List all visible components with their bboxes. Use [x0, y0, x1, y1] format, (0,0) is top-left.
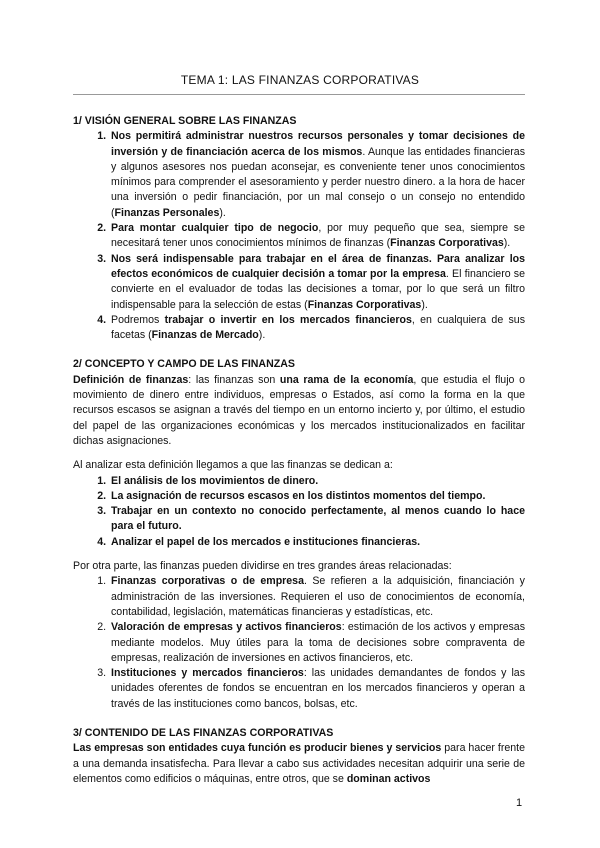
corporate-finance-paragraph: Las empresas son entidades cuya función es producir bienes y servicios para hacer frente a una demanda insatisfecha. Para llevar a cabo sus actividades necesitan adquirir una serie de elementos como edificios o máquinas, entre otros, que se dominan activos — [73, 742, 525, 785]
list-item: 2. Para montar cualquier tipo de negocio, por muy pequeño que sea, siempre se necesitará tener unos conocimientos mínimos de finanzas (Finanzas Corporativas). — [109, 221, 525, 252]
title-divider — [73, 94, 525, 95]
page-number: 1 — [516, 797, 523, 809]
list-item: 1. El análisis de los movimientos de dinero. — [109, 474, 525, 489]
finance-areas-list — [73, 574, 525, 712]
list-item: 4. Analizar el papel de los mercados e instituciones financieras. — [109, 535, 525, 550]
list-item: 2. La asignación de recursos escasos en los distintos momentos del tiempo. — [109, 489, 525, 504]
list-item: 1. Finanzas corporativas o de empresa. Se refieren a la adquisición, financiación y administración de las inversiones. Requieren el uso de conocimientos de economía, contabilidad, legislación, matemáticas financieras y estadísticas, etc. — [109, 574, 525, 620]
document-title: TEMA 1: LAS FINANZAS CORPORATIVAS — [180, 73, 420, 87]
document-body — [73, 114, 525, 787]
list-item: 4. Podremos trabajar o invertir en los mercados financieros, en cualquiera de sus facetas (Finanzas de Mercado). — [109, 313, 525, 344]
list-item: 1. Nos permitirá administrar nuestros recursos personales y tomar decisiones de inversión y de financiación acerca de los mismos. Aunque las entidades financieras y algunos asesores nos puedan aconsejar, es conveniente tener unos conocimientos mínimos para comprender el asesoramiento y perder nuestro dinero. a la hora de hacer una inversión o pedir financiación, por un mal consejo o un consejo no entendido (Finanzas Personales). — [109, 129, 525, 221]
section-1-list — [73, 129, 525, 343]
section-2-heading: 2/ CONCEPTO Y CAMPO DE LAS FINANZAS — [73, 358, 295, 371]
list-item: 3. Trabajar en un contexto no conocido perfectamente, al menos cuando lo hace para el futuro. — [109, 504, 525, 535]
definition-paragraph: Definición de finanzas: las finanzas son una rama de la economía, que estudia el flujo o movimiento de dinero entre individuos, empresas o Estados, así como la forma en la que recursos escasos se asignan a través del tiempo en un entorno incierto y, por último, el estudio del papel de las organizaciones económicas y los mercados institucionalizados en facilitar dichas asignaciones. — [73, 373, 525, 447]
section-3-heading: 3/ CONTENIDO DE LAS FINANZAS CORPORATIVAS — [73, 726, 334, 739]
list-item: 2. Valoración de empresas y activos financieros: estimación de los activos y empresas mediante modelos. Muy útiles para la toma de decisiones sobre compraventa de empresas, realización de inversiones en activos financieros, etc. — [109, 620, 525, 666]
section-1-heading: 1/ VISIÓN GENERAL SOBRE LAS FINANZAS — [73, 115, 297, 127]
analysis-intro: Al analizar esta definición llegamos a que las finanzas se dedican a: — [73, 459, 393, 472]
finance-purpose-list — [73, 474, 525, 550]
areas-intro: Por otra parte, las finanzas pueden dividirse en tres grandes áreas relacionadas: — [73, 560, 452, 573]
list-item: 3. Nos será indispensable para trabajar en el área de finanzas. Para analizar los efectos económicos de cualquier decisión a tomar por la empresa. El financiero se convierte en el evaluador de todas las decisiones a tomar, por lo que será un filtro indispensable para la selección de estas (Finanzas Corporativas). — [109, 252, 525, 313]
list-item: 3. Instituciones y mercados financieros: las unidades demandantes de fondos y las unidades oferentes de fondos se encuentran en los mercados financieros y operan a través de las instituciones como bancos, bolsas, etc. — [109, 666, 525, 712]
